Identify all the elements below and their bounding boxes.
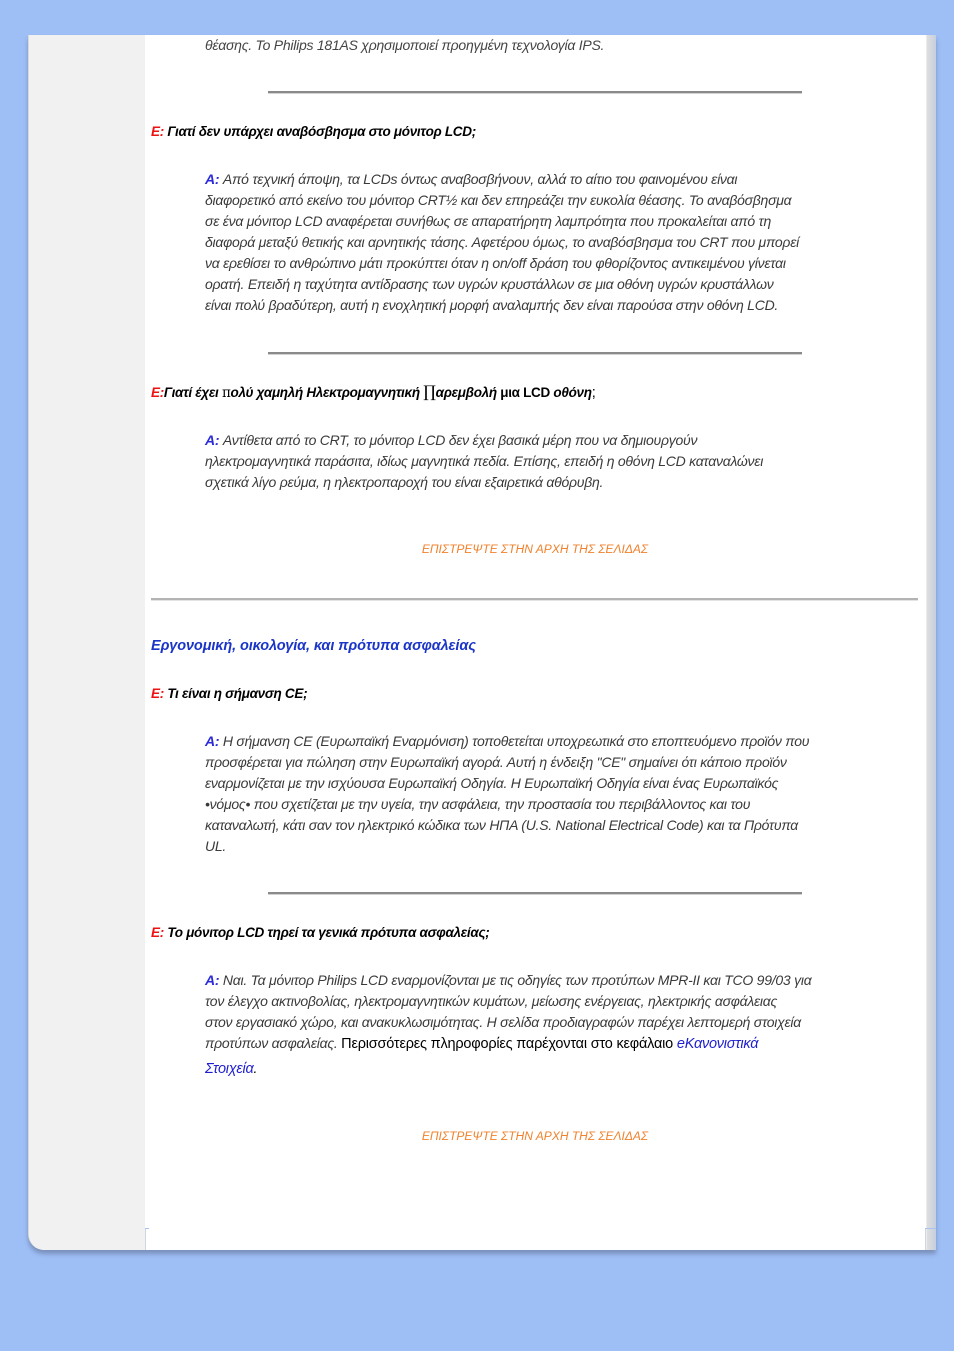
regulatory-info-link[interactable]: eΚανονιστικά [676, 1036, 759, 1052]
question-prefix: E: [151, 124, 164, 139]
answer-line: διαφορά μεταξύ θετικής και αρνητικής τάσης. Αφετέρου όμως, το αναβόσβησμα του CRT που μπορεί [205, 234, 799, 250]
question-symbol-pi: π [221, 385, 231, 401]
question-text: Τι είναι η σήμανση CE; [167, 686, 308, 701]
answer-line: ορατή. Επειδή η ταχύτητα αντίδρασης των υγρών κρυστάλλων σε μια οθόνη υγρών κρυστάλλων [205, 276, 774, 292]
question-text-part: μια LCD [500, 385, 554, 400]
answer-prefix: A: [205, 171, 220, 187]
question-mark: ; [591, 385, 596, 401]
answer-prefix: A: [205, 733, 220, 749]
question-symbol-capital-pi: ∏ [423, 382, 436, 401]
question-text: Το μόνιτορ LCD τηρεί τα γενικά πρότυπα ασφαλείας; [167, 925, 490, 940]
question-prefix: E: [151, 385, 164, 400]
answer-text: Αντίθετα από το CRT, το μόνιτορ LCD δεν έχει βασικά μέρη που να δημιουργούν [222, 432, 698, 448]
answer-text: Η σήμανση CE (Ευρωπαϊκή Εναρμόνιση) τοποθετείται υποχρεωτικά στο εποπτευόμενο προϊόν που [222, 733, 810, 749]
separator-rule [268, 91, 802, 94]
question-text-part: οθόνη [553, 385, 592, 400]
faq-answer-safety-standards [205, 970, 811, 1080]
regulatory-info-link[interactable]: Στοιχεία [205, 1061, 254, 1077]
faq-answer-ce-mark [205, 731, 809, 857]
separator-rule [268, 892, 802, 895]
answer-line: τον έλεγχο ακτινοβολίας, ηλεκτρομαγνητικών κυμάτων, μείωσης ενέργειας, ηλεκτρικής ασφάλειας [205, 993, 778, 1009]
more-info-note: Περισσότερες πληροφορίες παρέχονται στο κεφάλαιο [341, 1036, 677, 1052]
answer-line: στον εργασιακό χώρο, και ανακυκλωσιμότητας. Η σελίδα προδιαγραφών παρέχει λεπτομερή στοιχεία [205, 1014, 802, 1030]
answer-end-period: . [253, 1060, 258, 1076]
question-text-part: ολύ χαμηλή Ηλεκτρομαγνητική [230, 385, 424, 400]
answer-line [205, 1058, 811, 1080]
answer-line [205, 1033, 811, 1055]
answer-line [205, 731, 809, 752]
faq-question-ce-mark [151, 684, 307, 704]
answer-line [205, 970, 811, 991]
faq-answer-flicker [205, 169, 799, 316]
answer-line: UL. [205, 838, 227, 854]
answer-line [205, 430, 763, 451]
answer-prefix: A: [205, 432, 220, 448]
answer-line: είναι πολύ βραδύτερη, αυτή η ενοχλητική μορφή αναλαμπής δεν είναι παρούσα στην οθόνη LCD. [205, 297, 779, 313]
back-to-top-link[interactable]: ΕΠΙΣΤΡΕΨΤΕ ΣΤΗΝ ΑΡΧΗ ΤΗΣ ΣΕΛΙΔΑΣ [421, 1129, 649, 1143]
answer-text: προτύπων ασφαλείας. [205, 1035, 342, 1051]
answer-text: Από τεχνική άποψη, τα LCDs όντως αναβοσβήνουν, αλλά το αίτιο του φαινομένου είναι [222, 171, 738, 187]
faq-answer-emi [205, 430, 763, 493]
answer-prefix: A: [205, 972, 220, 988]
faq-question-safety-standards [151, 923, 489, 943]
back-to-top-link[interactable]: ΕΠΙΣΤΡΕΨΤΕ ΣΤΗΝ ΑΡΧΗ ΤΗΣ ΣΕΛΙΔΑΣ [421, 542, 649, 556]
answer-line [205, 169, 799, 190]
question-prefix: E: [151, 925, 164, 940]
question-text-part: αρεμβολή [435, 385, 501, 400]
answer-text: Ναι. Τα μόνιτορ Philips LCD εναρμονίζονται με τις οδηγίες των προτύπων MPR-II και TCO 99/03 για [222, 972, 812, 988]
section-heading-ergonomics: Εργονομική, οικολογία, και πρότυπα ασφαλείας [151, 638, 476, 654]
intro-line: θέασης. Το Philips 181AS χρησιμοποιεί προηγμένη τεχνολογία IPS. [205, 37, 605, 53]
answer-line: εναρμονίζεται με την ισχύουσα Ευρωπαϊκή Οδηγία. Η Ευρωπαϊκή Οδηγία είναι ένας Ευρωπαϊκός [205, 775, 779, 791]
faq-question-emi [151, 382, 595, 403]
answer-line: ηλεκτρομαγνητικά παράσιτα, ιδίως μαγνητικά πεδία. Επίσης, επειδή η οθόνη LCD καταναλώνει [205, 453, 764, 469]
section-divider [151, 598, 918, 601]
question-text: Γιατί δεν υπάρχει αναβόσβησμα στο μόνιτορ LCD; [167, 124, 476, 139]
answer-line: σε ένα μόνιτορ LCD αναφέρεται συνήθως σε απαρατήρητη λαμπρότητα που προκαλείται από τη [205, 213, 772, 229]
answer-line: σχετικά λίγο ρεύμα, η ηλεκτροπαροχή του είναι εξαιρετικά αθόρυβη. [205, 474, 604, 490]
answer-line: •νόμος• που σχετίζεται με την υγεία, την ασφάλεια, την προστασία του περιβάλλοντος και του [205, 796, 751, 812]
answer-line: να ερεθίσει το ανθρώπινο μάτι προκύπτει όταν η on/off δράση του φθορίζοντος αντικειμένου γίνεται [205, 255, 786, 271]
answer-line: διαφορετικό από εκείνο του μόνιτορ CRT½ και δεν επηρεάζει την ευκολία θέασης. Το αναβόσβησμα [205, 192, 792, 208]
question-prefix: E: [151, 686, 164, 701]
question-text-part: Γιατί έχει [163, 385, 222, 400]
faq-question-flicker [151, 122, 476, 142]
answer-line: καταναλωτή, κάτι σαν τον ηλεκτρικό κώδικα των ΗΠΑ (U.S. National Electrical Code) και τα Πρότυπα [205, 817, 798, 833]
answer-line: προσφέρεται για πώληση στην Ευρωπαϊκή αγορά. Αυτή η ένδειξη "CE" σημαίνει ότι κάποιο προϊόν [205, 754, 787, 770]
separator-rule [268, 352, 802, 355]
